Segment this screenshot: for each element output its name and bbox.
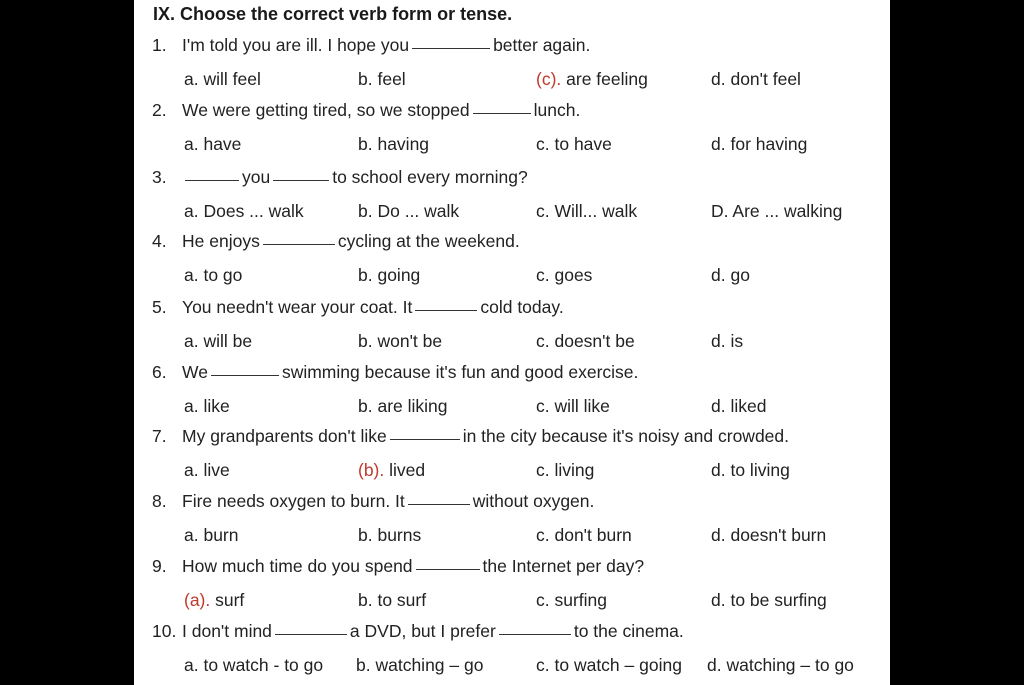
question-text: cold today. <box>480 297 564 317</box>
option-5-2 <box>358 331 442 352</box>
answer-blank <box>263 243 335 245</box>
option-letter: d. <box>711 590 726 610</box>
option-letter: c. <box>536 460 550 480</box>
option-10-2 <box>356 655 483 676</box>
option-3-4 <box>711 201 842 222</box>
question-text: the Internet per day? <box>482 556 645 576</box>
option-2-1 <box>184 134 241 155</box>
option-letter: b. <box>358 396 373 416</box>
option-letter: b. <box>358 201 373 221</box>
option-6-3 <box>536 396 610 417</box>
option-text: doesn't be <box>549 331 635 351</box>
option-10-1 <box>184 655 323 676</box>
option-6-4 <box>711 396 766 417</box>
option-text: will feel <box>198 69 261 89</box>
option-2-2 <box>358 134 429 155</box>
answer-blank <box>415 309 477 311</box>
answer-blank <box>211 374 279 376</box>
option-text: burns <box>372 525 422 545</box>
option-letter: a. <box>184 331 199 351</box>
option-6-2 <box>358 396 448 417</box>
option-letter: a. <box>184 460 199 480</box>
answer-blank <box>390 438 460 440</box>
question-text: My grandparents don't like <box>182 426 387 446</box>
selected-answer-letter: (b). <box>358 460 385 480</box>
question-text: you <box>242 167 271 187</box>
option-letter: a. <box>184 201 199 221</box>
question-text: Fire needs oxygen to burn. It <box>182 491 405 511</box>
option-letter: c. <box>536 265 550 285</box>
option-5-4 <box>711 331 743 352</box>
question-2 <box>152 100 580 121</box>
option-letter: a. <box>184 525 199 545</box>
answer-blank <box>273 179 329 181</box>
question-text: better again. <box>493 35 591 55</box>
option-8-3 <box>536 525 632 546</box>
option-letter: D. <box>711 201 729 221</box>
selected-answer-letter: (c). <box>536 69 562 89</box>
question-5 <box>152 297 564 318</box>
question-number: 6. <box>152 362 167 382</box>
question-10 <box>152 621 684 642</box>
option-3-1 <box>184 201 304 222</box>
option-letter: c. <box>536 525 550 545</box>
option-text: going <box>372 265 421 285</box>
option-letter: d. <box>711 134 726 154</box>
option-7-4 <box>711 460 790 481</box>
option-4-2 <box>358 265 420 286</box>
option-text: won't be <box>372 331 443 351</box>
question-text: He enjoys <box>182 231 260 251</box>
question-text: to the cinema. <box>573 621 684 641</box>
option-letter: c. <box>536 201 550 221</box>
option-text: don't burn <box>549 525 632 545</box>
option-text: will like <box>549 396 610 416</box>
option-3-3 <box>536 201 637 222</box>
option-9-4 <box>711 590 827 611</box>
question-9 <box>152 556 644 577</box>
option-text: doesn't burn <box>725 525 827 545</box>
option-8-4 <box>711 525 826 546</box>
option-text: having <box>372 134 430 154</box>
option-text: go <box>725 265 750 285</box>
question-number: 4. <box>152 231 167 251</box>
question-number: 3. <box>152 167 167 187</box>
option-letter: d. <box>711 525 726 545</box>
option-text: burn <box>198 525 239 545</box>
question-text: You needn't wear your coat. It <box>182 297 413 317</box>
option-10-3 <box>536 655 682 676</box>
option-text: watching – go <box>370 655 484 675</box>
option-letter: c. <box>536 396 550 416</box>
question-6 <box>152 362 638 383</box>
option-letter: c. <box>536 655 550 675</box>
option-8-1 <box>184 525 239 546</box>
question-text: We were getting tired, so we stopped <box>182 100 470 120</box>
answer-blank <box>412 47 490 49</box>
option-letter: d. <box>711 69 726 89</box>
question-1 <box>152 35 590 56</box>
option-text: to surf <box>372 590 427 610</box>
option-letter: b. <box>358 265 373 285</box>
option-text: living <box>549 460 595 480</box>
option-1-4 <box>711 69 801 90</box>
option-text: Are ... walking <box>728 201 843 221</box>
question-number: 1. <box>152 35 167 55</box>
question-number: 5. <box>152 297 167 317</box>
option-5-1 <box>184 331 252 352</box>
answer-blank <box>416 568 480 570</box>
question-text: I don't mind <box>182 621 272 641</box>
option-5-3 <box>536 331 635 352</box>
question-number: 9. <box>152 556 167 576</box>
option-text: goes <box>549 265 593 285</box>
option-text: liked <box>725 396 767 416</box>
option-letter: b. <box>356 655 371 675</box>
answer-blank <box>275 633 347 635</box>
question-text: in the city because it's noisy and crowded. <box>462 426 789 446</box>
answer-blank <box>408 503 470 505</box>
question-text: lunch. <box>533 100 581 120</box>
option-text: live <box>198 460 230 480</box>
option-3-2 <box>358 201 459 222</box>
selected-answer-letter: (a). <box>184 590 211 610</box>
option-text: is <box>725 331 744 351</box>
question-text: to school every morning? <box>332 167 528 187</box>
option-text: are liking <box>372 396 448 416</box>
option-text: to go <box>198 265 243 285</box>
option-10-4 <box>707 655 854 676</box>
option-letter: c. <box>536 590 550 610</box>
option-9-3 <box>536 590 607 611</box>
question-text: a DVD, but I prefer <box>349 621 496 641</box>
option-letter: a. <box>184 69 199 89</box>
question-number: 2. <box>152 100 167 120</box>
option-letter: d. <box>707 655 722 675</box>
answer-blank <box>185 179 239 181</box>
option-text: Does ... walk <box>198 201 304 221</box>
question-number: 8. <box>152 491 167 511</box>
option-text: have <box>198 134 242 154</box>
option-letter: b. <box>358 134 373 154</box>
option-9-1 <box>184 590 244 611</box>
option-text: to living <box>725 460 790 480</box>
option-7-1 <box>184 460 230 481</box>
option-letter: b. <box>358 590 373 610</box>
option-text: to watch – going <box>549 655 682 675</box>
option-6-1 <box>184 396 230 417</box>
option-letter: d. <box>711 265 726 285</box>
option-text: feel <box>372 69 406 89</box>
option-text: to watch - to go <box>198 655 324 675</box>
question-text: I'm told you are ill. I hope you <box>182 35 410 55</box>
worksheet-page <box>134 0 890 685</box>
option-9-2 <box>358 590 426 611</box>
option-text: will be <box>198 331 253 351</box>
option-1-1 <box>184 69 261 90</box>
option-7-2 <box>358 460 425 481</box>
answer-blank <box>473 112 531 114</box>
option-text: Do ... walk <box>372 201 460 221</box>
option-text: like <box>198 396 230 416</box>
option-text: are feeling <box>561 69 648 89</box>
question-number: 7. <box>152 426 167 446</box>
question-text: without oxygen. <box>472 491 595 511</box>
option-4-1 <box>184 265 242 286</box>
option-text: lived <box>384 460 426 480</box>
option-1-3 <box>536 69 648 90</box>
option-text: don't feel <box>725 69 801 89</box>
option-text: Will... walk <box>549 201 638 221</box>
option-letter: d. <box>711 331 726 351</box>
option-2-3 <box>536 134 612 155</box>
option-text: for having <box>725 134 808 154</box>
option-letter: d. <box>711 460 726 480</box>
section-title: IX. Choose the correct verb form or tense. <box>153 4 513 24</box>
option-letter: b. <box>358 525 373 545</box>
option-4-4 <box>711 265 750 286</box>
option-text: to be surfing <box>725 590 827 610</box>
option-text: surf <box>210 590 245 610</box>
question-3 <box>152 167 528 188</box>
question-7 <box>152 426 789 447</box>
answer-blank <box>499 633 571 635</box>
option-letter: b. <box>358 69 373 89</box>
option-letter: d. <box>711 396 726 416</box>
question-8 <box>152 491 594 512</box>
option-letter: a. <box>184 265 199 285</box>
option-4-3 <box>536 265 592 286</box>
option-7-3 <box>536 460 594 481</box>
question-text: cycling at the weekend. <box>337 231 520 251</box>
option-8-2 <box>358 525 421 546</box>
question-text: How much time do you spend <box>182 556 413 576</box>
option-letter: a. <box>184 396 199 416</box>
option-text: watching – to go <box>721 655 854 675</box>
option-letter: c. <box>536 331 550 351</box>
option-text: surfing <box>549 590 608 610</box>
question-number: 10. <box>152 621 177 641</box>
option-letter: b. <box>358 331 373 351</box>
question-text: We <box>182 362 208 382</box>
option-letter: c. <box>536 134 550 154</box>
option-text: to have <box>549 134 612 154</box>
option-2-4 <box>711 134 807 155</box>
question-text: swimming because it's fun and good exercise. <box>281 362 639 382</box>
question-4 <box>152 231 520 252</box>
option-letter: a. <box>184 134 199 154</box>
option-letter: a. <box>184 655 199 675</box>
option-1-2 <box>358 69 406 90</box>
